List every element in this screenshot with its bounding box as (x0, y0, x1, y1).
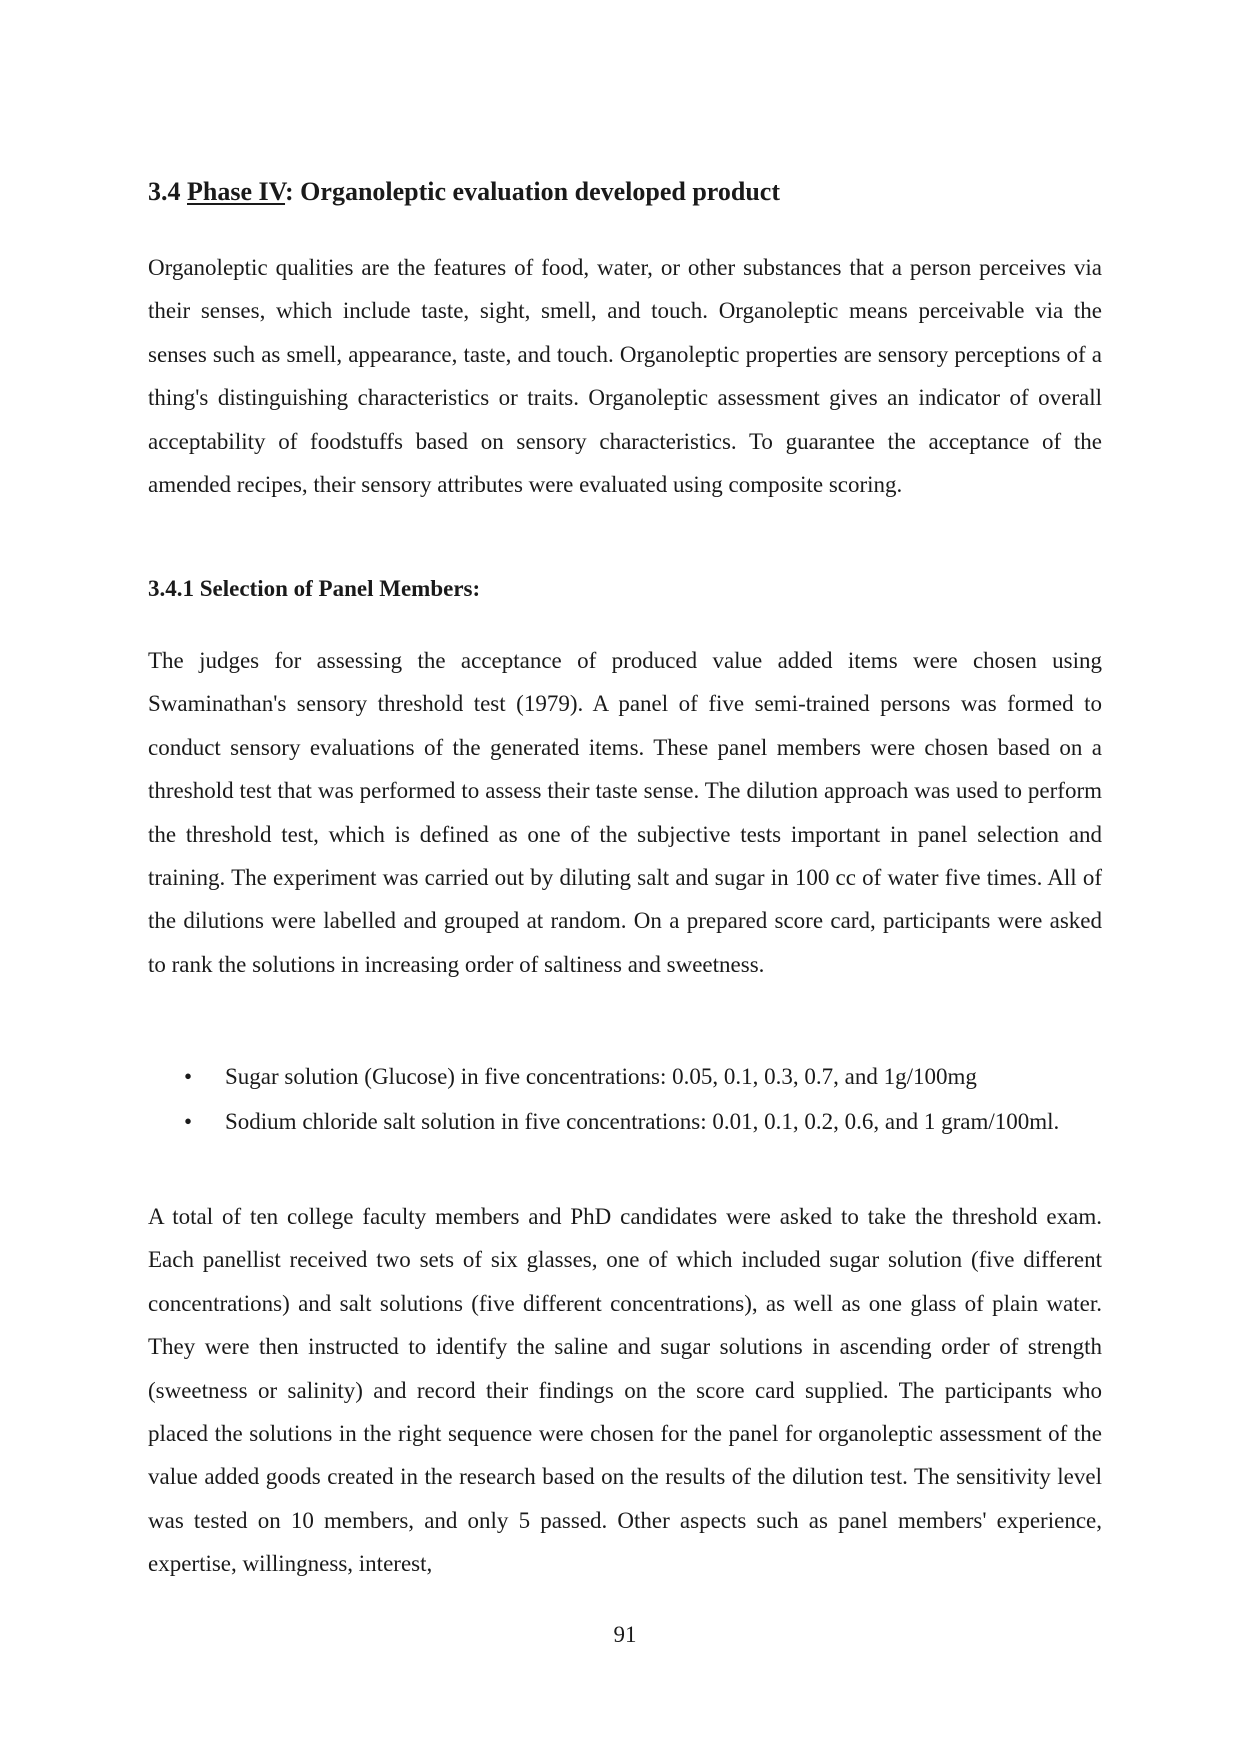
list-item-text: Sugar solution (Glucose) in five concentrations: 0.05, 0.1, 0.3, 0.7, and 1g/100mg (225, 1064, 977, 1089)
list-item-text: Sodium chloride salt solution in five concentrations: 0.01, 0.1, 0.2, 0.6, and 1 gram/100ml. (225, 1109, 1060, 1135)
section-title: : Organoleptic evaluation developed product (285, 177, 780, 206)
list-item (148, 1055, 1102, 1098)
section-phase: Phase IV (187, 177, 286, 206)
paragraph-panel-selection: The judges for assessing the acceptance of produced value added items were chosen using Swaminathan's sensory threshold test (1979). A panel of five semi-trained persons was formed to conduct sensory evaluations of the generated items. These panel members were chosen based on a threshold test that was performed to assess their taste sense. The dilution approach was used to perform the threshold test, which is defined as one of the subjective tests important in panel selection and training. The experiment was carried out by diluting salt and sugar in 100 cc of water five times. All of the dilutions were labelled and grouped at random. On a prepared score card, participants were asked to rank the solutions in increasing order of saltiness and sweetness. (148, 648, 1102, 977)
concentration-list (148, 1055, 1102, 1146)
page-number: 91 (613, 1622, 637, 1647)
list-item (148, 1100, 1102, 1143)
paragraph-organoleptic-intro: Organoleptic qualities are the features of food, water, or other substances that a person perceives via their senses, which include taste, sight, smell, and touch. Organoleptic means perceivable via the senses such as smell, appearance, taste, and touch. Organoleptic properties are sensory perceptions of a thing's distinguishing characteristics or traits. Organoleptic assessment gives an indicator of overall acceptability of foodstuffs based on sensory characteristics. To guarantee the acceptance of the amended recipes, their sensory attributes were evaluated using composite scoring. (148, 255, 1102, 498)
paragraph-threshold-exam: A total of ten college faculty members and PhD candidates were asked to take the threshold exam. Each panellist received two sets of six glasses, one of which included sugar solution (five different concentrations) and salt solutions (five different concentrations), as well as one glass of plain water. They were then instructed to identify the saline and sugar solutions in ascending order of strength (sweetness or salinity) and record their findings on the score card supplied. The participants who placed the solutions in the right sequence were chosen for the panel for organoleptic assessment of the value added goods created in the research based on the results of the dilution test. The sensitivity level was tested on 10 members, and only 5 passed. Other aspects such as panel members' experience, expertise, willingness, interest, (148, 1204, 1102, 1577)
document-page (148, 0, 1102, 1755)
bullet-icon: • (184, 1064, 193, 1089)
section-heading (148, 176, 780, 207)
bullet-icon: • (184, 1109, 193, 1135)
subsection-heading: 3.4.1 Selection of Panel Members: (148, 576, 481, 601)
section-number: 3.4 (148, 177, 181, 206)
